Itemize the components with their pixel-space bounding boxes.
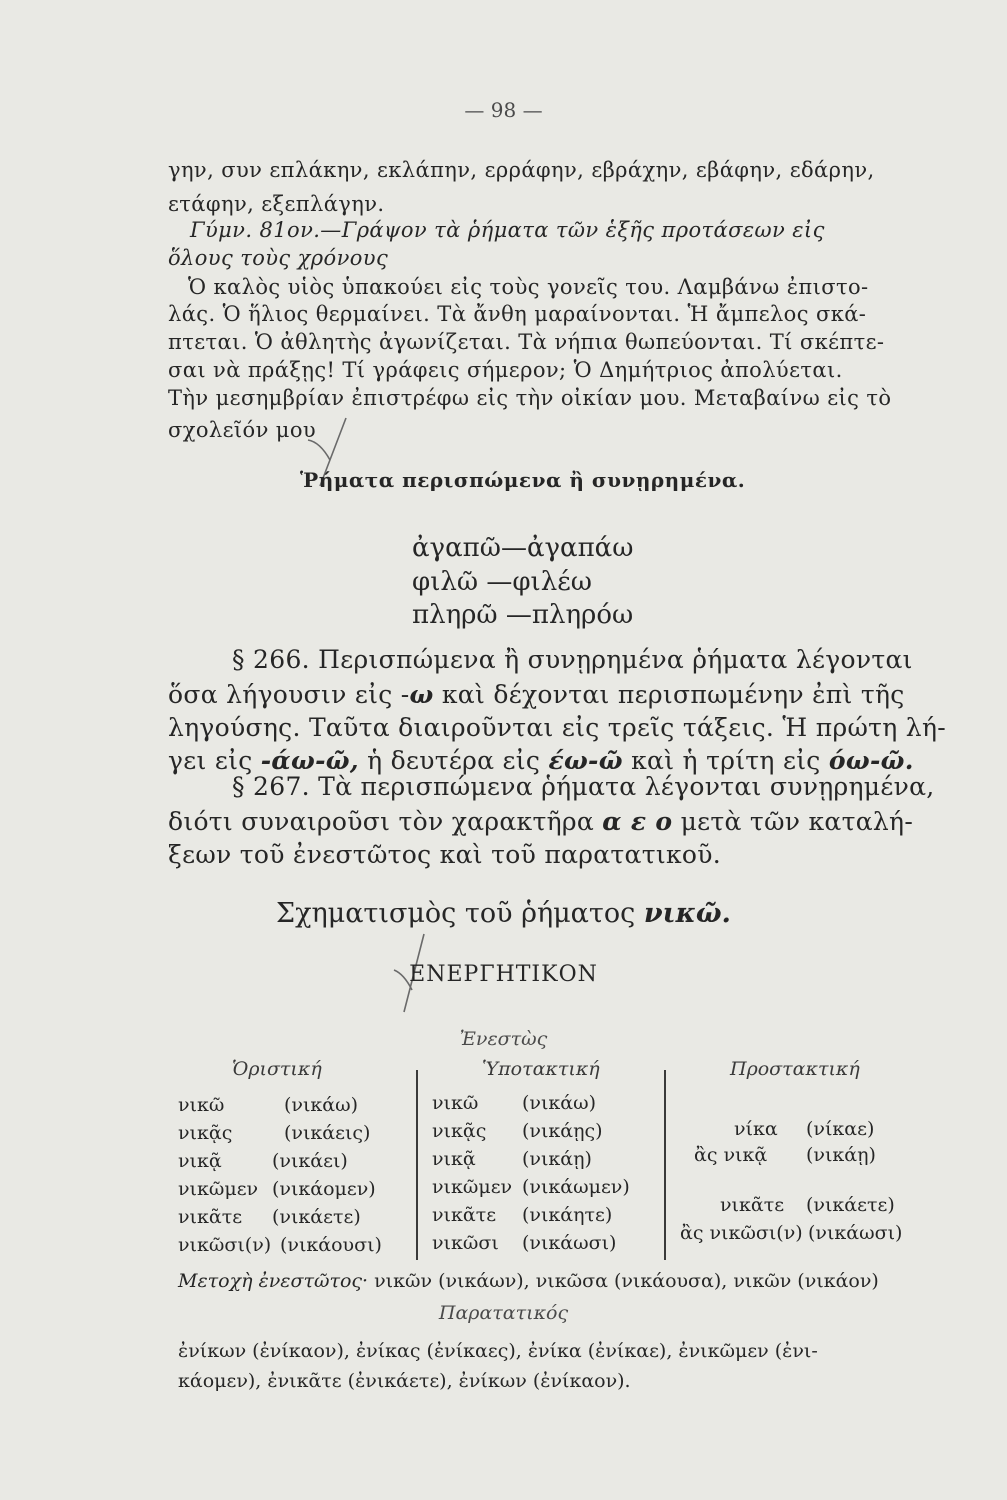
indicative-uncontracted-4: (νικάομεν) [272,1178,376,1200]
para-266-ending: ω [409,680,434,709]
exercise-line-6: σχολεῖόν μου [168,418,317,442]
verb-pair-3: πληρῶ —πληρόω [412,600,634,630]
subjunctive-uncontracted-2: (νικάῃς) [522,1120,603,1142]
tense-imperfect-heading: Παρατατικός [438,1302,569,1324]
indicative-form-4: νικῶμεν [178,1178,259,1200]
para-267-line-3: ξεων τοῦ ἐνεστῶτος καὶ τοῦ παρατατικοῦ. [168,840,721,869]
subjunctive-header: Ὑποτακτική [482,1058,600,1080]
subjunctive-uncontracted-5: (νικάητε) [522,1204,613,1226]
intro-line-2: ετάφην, εξεπλάγην. [168,192,385,216]
indicative-form-6: νικῶσι(ν) [178,1234,272,1256]
subjunctive-uncontracted-4: (νικάωμεν) [522,1176,630,1198]
exercise-line-3: πτεται. Ὁ ἀθλητὴς ἀγωνίζεται. Τὰ νήπια θωπεύονται. Τί σκέπτε- [168,330,885,354]
subjunctive-form-1: νικῶ [432,1092,479,1114]
participle-label: Μετοχὴ ἐνεστῶτος· [178,1270,369,1292]
imperative-uncontracted-3: (νικάετε) [806,1194,895,1216]
para-266-class-2: έω-ῶ [548,746,623,775]
tense-present-heading: Ἐνεστὼς [459,1028,548,1050]
para-266-line-2 [168,680,905,709]
para-266-line-4 [168,746,914,775]
indicative-header: Ὁριστική [232,1058,322,1080]
imperative-form-3: νικᾶτε [720,1194,785,1216]
para-266-line-2-a: ὅσα λήγουσιν εἰς - [168,680,410,709]
para-266-line-4-e: καὶ ἡ τρίτη εἰς [622,746,829,775]
para-266-line-4-c: ἡ δευτέρα εἰς [358,746,549,775]
participle-line [178,1270,879,1292]
page-number: — 98 — [464,98,543,122]
para-267-line-2 [168,807,913,836]
exercise-line-1: Ὁ καλὸς υἱὸς ὑπακούει εἰς τοὺς γονεῖς του. Λαμβάνω ἐπιστο- [188,275,869,299]
imperfect-line-1: ἐνίκων (ἐνίκαον), ἐνίκας (ἐνίκαες), ἐνίκα (ἐνίκαε), ἐνικῶμεν (ἐνι- [178,1340,818,1362]
voice-heading: ΕΝΕΡΓΗΤΙΚΟΝ [409,962,598,987]
subjunctive-form-6: νικῶσι [432,1232,499,1254]
subjunctive-uncontracted-6: (νικάωσι) [522,1232,617,1254]
para-267-line-2-a: διότι συναιροῦσι τὸν χαρακτῆρα [168,807,603,836]
subjunctive-form-5: νικᾶτε [432,1204,497,1226]
indicative-uncontracted-6: (νικάουσι) [280,1234,382,1256]
indicative-form-1: νικῶ [178,1094,225,1116]
exercise-instruction-2: ὅλους τοὺς χρόνους [168,246,389,270]
verb-pair-2: φιλῶ —φιλέω [412,567,592,597]
para-266-line-2-c: καὶ δέχονται περισπωμένην ἐπὶ τῆς [433,680,905,709]
indicative-uncontracted-5: (νικάετε) [272,1206,361,1228]
exercise-line-2: λάς. Ὁ ἥλιος θερμαίνει. Τὰ ἄνθη μαραίνονται. Ἡ ἄμπελος σκά- [168,302,867,326]
conjugation-title [0,898,1007,929]
imperative-uncontracted-1: (νίκαε) [806,1118,875,1140]
conjugation-title-verb: νικῶ. [643,898,731,929]
para-267-line-1: § 267. Τὰ περισπώμενα ῥήματα λέγονται συνῃρημένα, [232,772,935,801]
participle-forms: νικῶν (νικάων), νικῶσα (νικάουσα), νικῶν (νικάον) [368,1270,879,1292]
indicative-form-2: νικᾷς [178,1122,233,1144]
para-267-characters: α ε ο [602,807,673,836]
column-divider-2 [664,1070,666,1260]
exercise-instruction-text: Γράψον τὰ ῥήματα τῶν ἑξῆς προτάσεων εἰς [341,218,825,242]
para-266-class-3: όω-ῶ. [828,746,914,775]
imperative-form-2: ἂς νικᾷ [694,1144,768,1166]
subjunctive-uncontracted-1: (νικάω) [522,1092,597,1114]
column-divider-1 [416,1070,418,1260]
para-266-line-3: ληγούσης. Ταῦτα διαιροῦνται εἰς τρεῖς τάξεις. Ἡ πρώτη λή- [168,713,946,742]
conjugation-title-text: Σχηματισμὸς τοῦ ῥήματος [276,898,644,929]
indicative-form-5: νικᾶτε [178,1206,243,1228]
subjunctive-form-3: νικᾷ [432,1148,476,1170]
imperfect-line-2: κάομεν), ἐνικᾶτε (ἐνικάετε), ἐνίκων (ἐνίκαον). [178,1370,631,1392]
indicative-uncontracted-3: (νικάει) [272,1150,348,1172]
exercise-instruction [190,218,825,242]
indicative-uncontracted-1: (νικάω) [284,1094,359,1116]
exercise-prefix: Γύμν. 81ον.— [190,218,342,242]
indicative-uncontracted-2: (νικάεις) [284,1122,371,1144]
imperative-form-4: ἂς νικῶσι(ν) [680,1222,803,1244]
verb-pair-1: ἀγαπῶ—ἀγαπάω [412,533,634,563]
imperative-uncontracted-4: (νικάωσι) [808,1222,903,1244]
imperative-uncontracted-2: (νικάῃ) [806,1144,876,1166]
intro-line-1: γην, συν επλάκην, εκλάπην, ερράφην, εβράχην, εβάφην, εδάρην, [168,158,875,182]
para-266-line-1: § 266. Περισπώμενα ἢ συνῃρημένα ῥήματα λέγονται [232,645,913,674]
para-267-line-2-c: μετὰ τῶν καταλή- [672,807,914,836]
exercise-line-4: σαι νὰ πράξῃς! Τί γράφεις σήμερον; Ὁ Δημήτριος ἀπολύεται. [168,358,843,382]
imperative-header: Προστακτική [730,1058,860,1080]
indicative-form-3: νικᾷ [178,1150,222,1172]
para-266-line-4-a: γει εἰς [168,746,261,775]
subjunctive-form-4: νικῶμεν [432,1176,513,1198]
imperative-form-1: νίκα [734,1118,778,1140]
subjunctive-uncontracted-3: (νικάῃ) [522,1148,592,1170]
exercise-line-5: Τὴν μεσημβρίαν ἐπιστρέφω εἰς τὴν οἰκίαν μου. Μεταβαίνω εἰς τὸ [168,386,892,410]
subjunctive-form-2: νικᾷς [432,1120,487,1142]
para-266-class-1: -άω-ῶ, [260,746,359,775]
section-heading: Ῥήματα περισπώμενα ἢ συνῃρημένα. [300,468,746,492]
